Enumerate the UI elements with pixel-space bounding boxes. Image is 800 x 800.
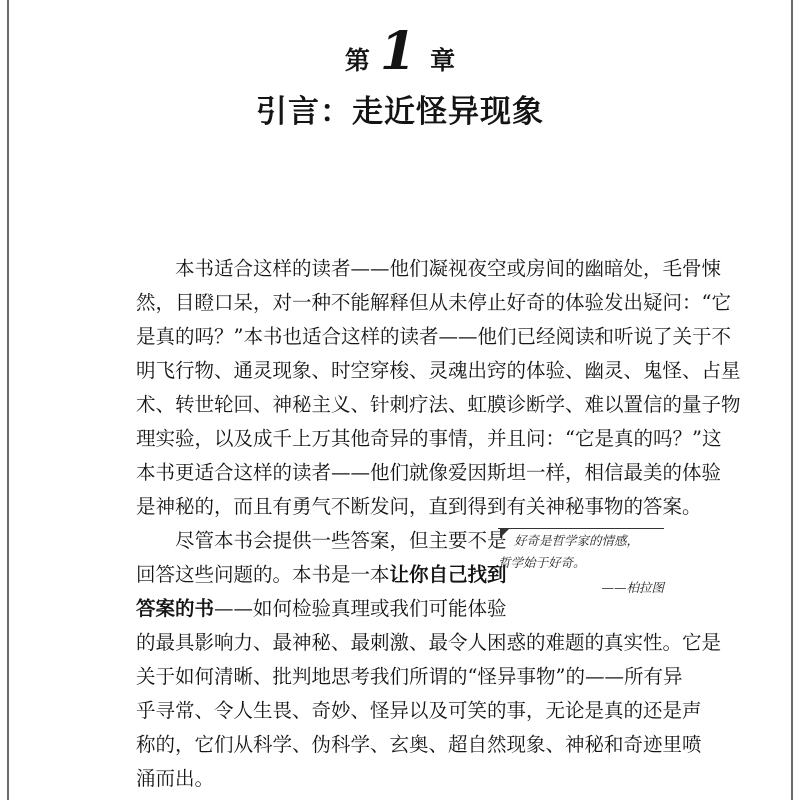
body-line: 乎寻常、令人生畏、奇妙、怪异以及可笑的事，无论是真的还是声 (136, 699, 702, 722)
quote-text: 哲学始于好奇。 (498, 555, 586, 570)
body-line: 理实验，以及成千上万其他奇异的事情，并且问：“它是真的吗？”这 (136, 427, 722, 450)
body-line: 关于如何清晰、批判地思考我们所谓的“怪异事物”的——所有异 (136, 665, 683, 688)
chapter-prefix: 第 (344, 46, 370, 75)
emphasis-text: 让你自己找到 (389, 563, 507, 586)
epigraph-quote (498, 526, 664, 602)
body-line: 尽管本书会提供一些答案，但主要不是 (175, 529, 507, 552)
body-line: 涌而出。 (136, 767, 215, 790)
body-line (136, 558, 507, 592)
body-line: 然，目瞪口呆，对一种不能解释但从未停止好奇的体验发出疑问：“它 (136, 291, 731, 314)
body-line: 本书适合这样的读者——他们凝视夜空或房间的幽暗处，毛骨悚 (175, 257, 722, 280)
quote-text: 好奇是哲学家的情感， (514, 533, 640, 548)
quote-attribution: ——柏拉图 (601, 580, 664, 595)
body-line: 是真的吗？”本书也适合这样的读者——他们已经阅读和听说了关于不 (136, 325, 731, 348)
quote-corner-icon (500, 529, 509, 538)
body-text: ——如何检验真理或我们可能体验 (214, 597, 507, 620)
emphasis-text: 答案的书 (136, 597, 215, 620)
body-line: 本书更适合这样的读者——他们就像爱因斯坦一样，相信最美的体验 (136, 461, 722, 484)
body-line: 明飞行物、通灵现象、时空穿梭、灵魂出窍的体验、幽灵、鬼怪、占星 (136, 359, 741, 382)
body-line: 称的，它们从科学、伪科学、玄奥、超自然现象、神秘和奇迹里喷 (136, 733, 702, 756)
chapter-suffix: 章 (430, 46, 456, 75)
body-line: 术、转世轮回、神秘主义、针刺疗法、虹膜诊断学、难以置信的量子物 (136, 393, 741, 416)
body-text: 回答这些问题的。本书是一本 (136, 563, 390, 586)
chapter-title: 引言：走近怪异现象 (256, 94, 544, 130)
quote-divider (498, 528, 664, 529)
chapter-number: 1 (379, 21, 417, 82)
body-line: 是神秘的，而且有勇气不断发问，直到得到有关神秘事物的答案。 (136, 495, 702, 518)
chapter-heading (0, 21, 800, 82)
body-line: 的最具影响力、最神秘、最刺激、最令人困惑的难题的真实性。它是 (136, 631, 722, 654)
body-line (136, 592, 507, 626)
